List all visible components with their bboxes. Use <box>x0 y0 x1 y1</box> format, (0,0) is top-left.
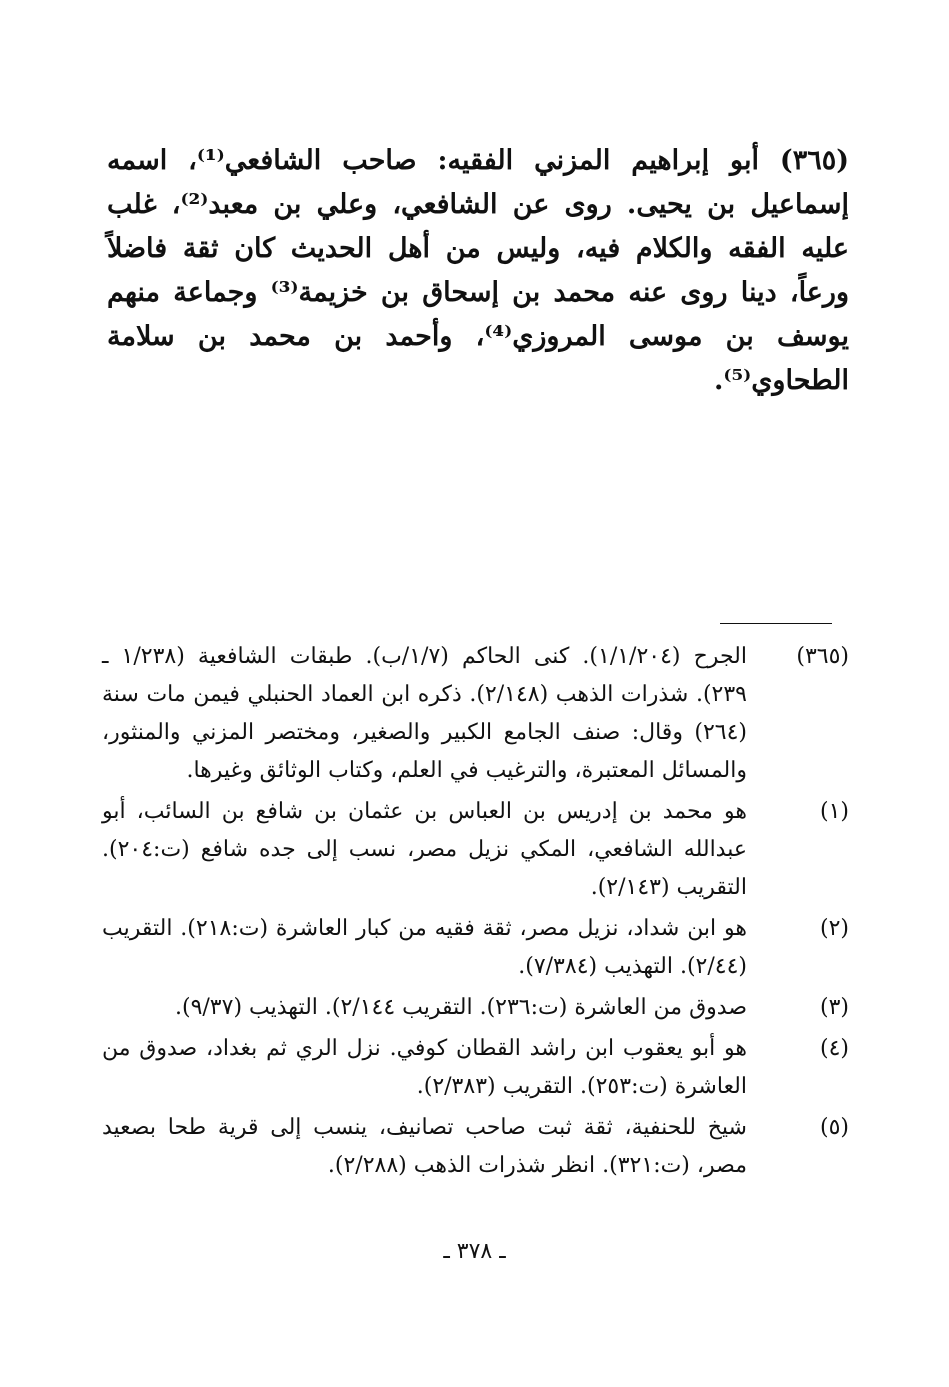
footnote-text: شيخ للحنفية، ثقة ثبت صاحب تصانيف، ينسب إلى قرية طحا بصعيد مصر، (ت:٣٢١). انظر شذرات الذهب (٢/٢٨٨). <box>102 1115 747 1178</box>
footnote-4 <box>102 1030 849 1106</box>
page-number: ـ ٣٧٨ ـ <box>443 1239 506 1264</box>
footnote-marker: (٤) <box>819 1036 849 1061</box>
footnote-text: الجرح (١/١/٢٠٤). كنى الحاكم (١/٧/ب). طبقات الشافعية (١/٢٣٨ ـ ٢٣٩). شذرات الذهب (٢/١٤٨). ذكره ابن العماد الحنبلي فيمن مات سنة (٢٦٤) وقال: صنف الجامع الكبير والصغير، ومختصر المزني والمنثور، والمسائل المعتبرة، والترغيب في العلم، وكتاب الوثائق وغيرها. <box>102 644 747 783</box>
footnote-text: هو أبو يعقوب ابن راشد القطان كوفي. نزل الري ثم بغداد، صدوق من العاشرة (ت:٢٥٣). التقريب (٢/٣٨٣). <box>102 1036 747 1099</box>
footnote-365 <box>102 638 849 790</box>
footnote-marker: (١) <box>819 799 849 824</box>
footnote-separator-line <box>720 623 832 624</box>
footnote-1 <box>102 793 849 907</box>
footnote-marker: (٥) <box>819 1115 849 1140</box>
footnote-text: صدوق من العاشرة (ت:٢٣٦). التقريب ٢/١٤٤). التهذيب (٩/٣٧). <box>175 995 747 1020</box>
footnote-2 <box>102 910 849 986</box>
footnote-5 <box>102 1109 849 1185</box>
footnotes-section <box>102 638 849 1188</box>
footnote-text: هو محمد بن إدريس بن العباس بن عثمان بن شافع بن السائب، أبو عبدالله الشافعي، المكي نزيل مصر، نسب إلى جده شافع (ت:٢٠٤). التقريب (٢/١٤٣). <box>102 799 747 900</box>
footnote-marker: (٣) <box>819 995 849 1020</box>
biography-entry-365: (٣٦٥) أبو إبراهيم المزني الفقيه: صاحب الشافعي⁽¹⁾، اسمه إسماعيل بن يحيى. روى عن الشافعي، وعلي بن معبد⁽²⁾، غلب عليه الفقه والكلام فيه، وليس من أهل الحديث كان ثقة فاضلاً ورعاً، دينا روى عنه محمد بن إسحاق بن خزيمة⁽³⁾ وجماعة منهم يوسف بن موسى المروزي⁽⁴⁾، وأحمد بن محمد بن سلامة الطحاوي⁽⁵⁾. <box>107 145 850 396</box>
footnote-marker: (٢) <box>819 916 849 941</box>
footnote-3 <box>102 989 849 1027</box>
footnote-text: هو ابن شداد، نزيل مصر، ثقة فقيه من كبار العاشرة (ت:٢١٨). التقريب (٢/٤٤). التهذيب (٧/٣٨٤). <box>102 916 747 979</box>
footnote-marker: (٣٦٥) <box>796 644 849 669</box>
